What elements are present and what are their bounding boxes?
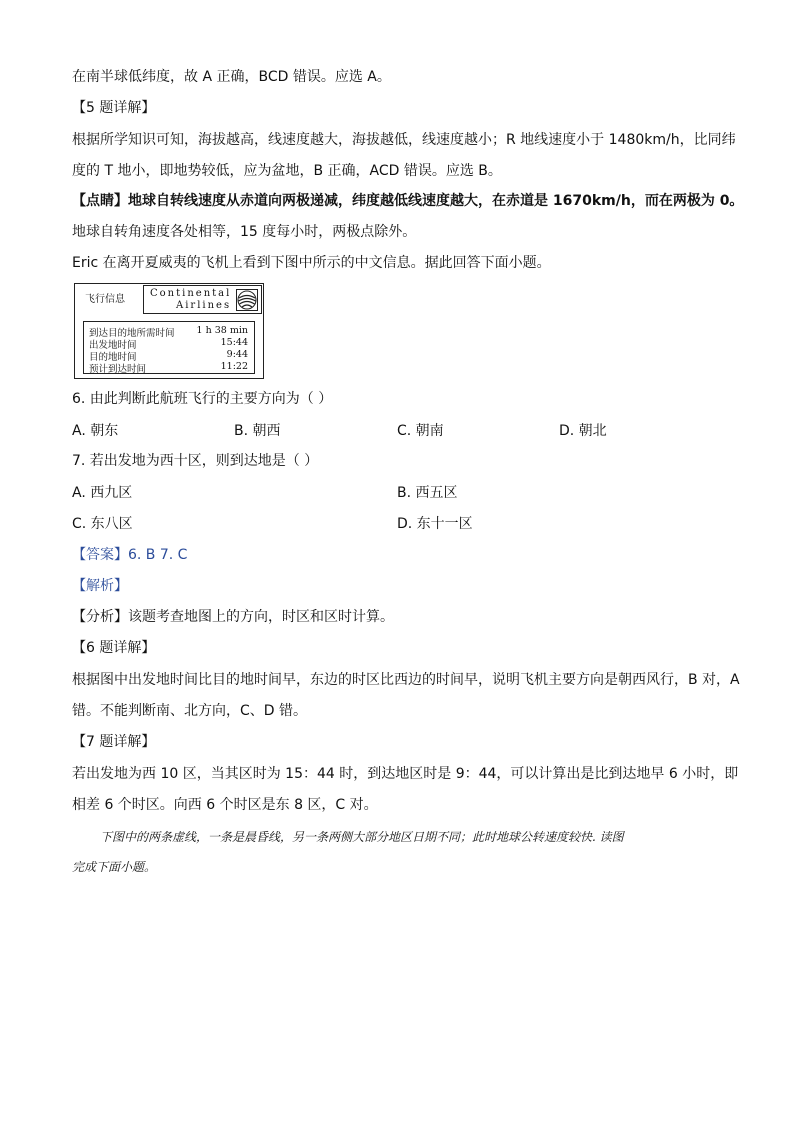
flight-row-key: 出发地时间 bbox=[89, 340, 137, 351]
q7-option-a[interactable]: A. 西九区 bbox=[72, 485, 133, 501]
answer-line: 【答案】6. B 7. C bbox=[72, 547, 188, 563]
flight-row-key: 目的地时间 bbox=[89, 352, 137, 363]
airline-brand-box bbox=[143, 285, 262, 314]
heading-q5-detail: 【5 题详解】 bbox=[72, 100, 156, 116]
question-7: 7. 若出发地为西十区，则到达地是（ ） bbox=[72, 453, 319, 469]
brand-line-2: Airlines bbox=[176, 300, 232, 311]
flight-row-value: 1 h 38 min bbox=[196, 325, 248, 336]
flight-row-key: 到达目的地所需时间 bbox=[89, 328, 175, 339]
flight-row bbox=[89, 349, 248, 361]
paragraph-1: 在南半球低纬度，故 A 正确，BCD 错误。应选 A。 bbox=[72, 69, 391, 85]
flight-times-table bbox=[83, 321, 255, 374]
jiexi-heading: 【解析】 bbox=[72, 578, 128, 594]
flight-row bbox=[89, 325, 248, 337]
paragraph-q7-detail: 若出发地为西 10 区，当其区时为 15：44 时，到达地区时是 9：44，可以计算出是比到达地早 6 小时，即相差 6 个时区。向西 6 个时区是东 8 区，C 对。 bbox=[72, 766, 739, 813]
flight-info-panel bbox=[74, 283, 264, 379]
brand-line-1: Continental bbox=[150, 288, 232, 299]
q7-option-d[interactable]: D. 东十一区 bbox=[397, 516, 473, 532]
fenxi-line: 【分析】该题考查地图上的方向，时区和区时计算。 bbox=[72, 609, 394, 625]
q7-option-c[interactable]: C. 东八区 bbox=[72, 516, 133, 532]
flight-row bbox=[89, 337, 248, 349]
next-question-intro-2: 完成下面小题。 bbox=[72, 860, 157, 874]
q6-option-a[interactable]: A. 朝东 bbox=[72, 423, 119, 439]
flight-row bbox=[89, 361, 248, 373]
globe-logo-icon bbox=[236, 289, 258, 311]
next-question-intro-1: 下图中的两条虚线，一条是晨昏线，另一条两侧大部分地区日期不同；此时地球公转速度较快. 读图 bbox=[100, 830, 624, 844]
paragraph-q6-detail: 根据图中出发地时间比目的地时间早，东边的时区比西边的时间早，说明飞机主要方向是朝西风行，B 对，A 错。不能判断南、北方向，C、D 错。 bbox=[72, 672, 740, 719]
flight-row-key: 预计到达时间 bbox=[89, 364, 147, 375]
flight-row-value: 9:44 bbox=[226, 349, 248, 360]
paragraph-q5-detail: 根据所学知识可知，海拔越高，线速度越大，海拔越低，线速度越小；R 地线速度小于 1480km/h，比同纬度的 T 地小，即地势较低，应为盆地，B 正确，ACD 错误。应选 B。 bbox=[72, 132, 736, 179]
paragraph-intro: Eric 在离开夏威夷的飞机上看到下图中所示的中文信息。据此回答下面小题。 bbox=[72, 255, 551, 271]
paragraph-dianjing: 【点睛】地球自转线速度从赤道向两极递减，纬度越低线速度越大，在赤道是 1670km/h，而在两极为 0。 bbox=[72, 193, 744, 209]
paragraph-angular-speed: 地球自转角速度各处相等，15 度每小时，两极点除外。 bbox=[72, 224, 417, 240]
q6-option-d[interactable]: D. 朝北 bbox=[559, 423, 607, 439]
q7-option-b[interactable]: B. 西五区 bbox=[397, 485, 458, 501]
flight-row-value: 11:22 bbox=[220, 361, 248, 372]
heading-q7-detail: 【7 题详解】 bbox=[72, 734, 156, 750]
flight-info-label: 飞行信息 bbox=[85, 294, 125, 305]
q6-option-b[interactable]: B. 朝西 bbox=[234, 423, 281, 439]
q6-option-c[interactable]: C. 朝南 bbox=[397, 423, 444, 439]
question-6: 6. 由此判断此航班飞行的主要方向为（ ） bbox=[72, 391, 333, 407]
flight-row-value: 15:44 bbox=[220, 337, 248, 348]
heading-q6-detail: 【6 题详解】 bbox=[72, 640, 156, 656]
